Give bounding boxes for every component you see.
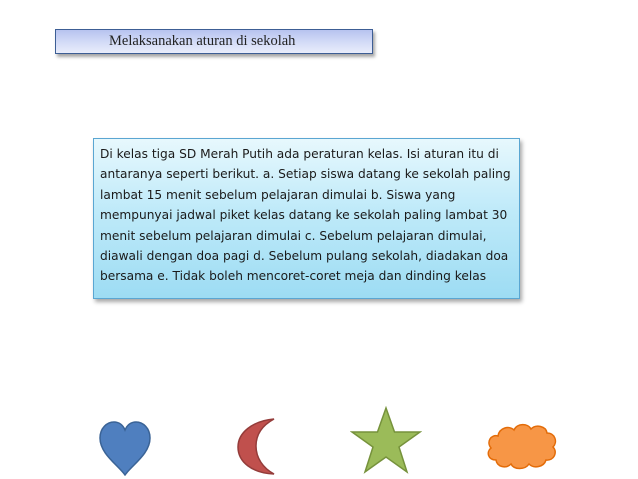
heart-icon <box>96 420 154 476</box>
title-box <box>55 29 373 54</box>
content-text: Di kelas tiga SD Merah Putih ada peraturan kelas. Isi aturan itu di antaranya seperti berikut. a. Setiap siswa datang ke sekolah paling lambat 15 menit sebelum pelajaran dimulai b. Siswa yang mempunyai jadwal piket kelas datang ke sekolah paling lambat 30 menit sebelum pelajaran dimulai c. Sebelum pelajaran dimulai, diawali dengan doa pagi d. Sebelum pulang sekolah, diadakan doa bersama e. Tidak boleh mencoret-coret meja dan dinding kelas <box>100 147 511 284</box>
cloud-icon <box>484 420 560 472</box>
star-icon <box>350 405 422 475</box>
moon-icon <box>234 416 280 476</box>
slide-title: Melaksanakan aturan di sekolah <box>109 33 296 49</box>
content-box <box>93 138 520 299</box>
